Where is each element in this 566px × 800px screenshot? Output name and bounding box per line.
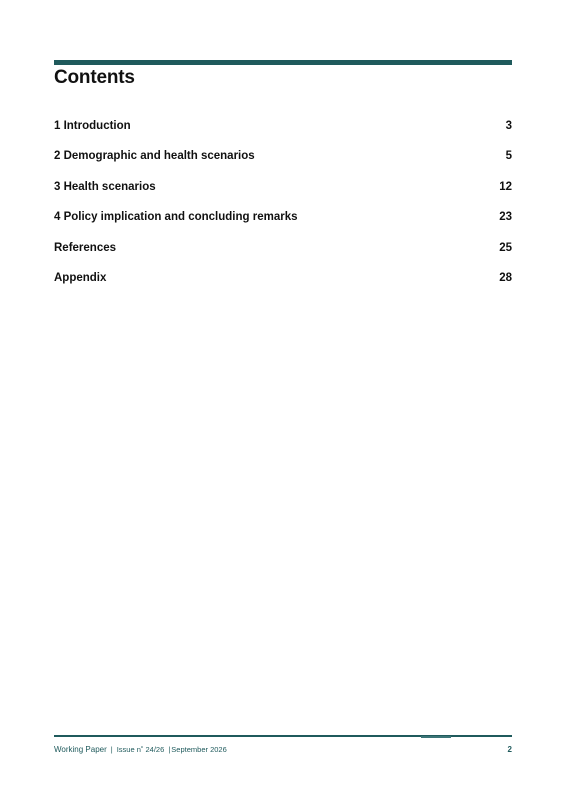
footer-issue: Issue n˚ 24/26 bbox=[116, 745, 165, 754]
page-footer bbox=[54, 745, 512, 754]
footer-rule-accent bbox=[421, 736, 451, 738]
toc-entry-page: 28 bbox=[499, 271, 512, 284]
toc-entry-label: 3 Health scenarios bbox=[54, 180, 156, 193]
footer-date: September 2026 bbox=[171, 745, 227, 754]
toc-entry-page: 3 bbox=[505, 120, 512, 132]
footer-page-number: 2 bbox=[507, 745, 512, 754]
top-rule bbox=[54, 60, 512, 65]
page-title: Contents bbox=[54, 67, 135, 88]
footer-working-paper: Working Paper bbox=[54, 745, 107, 754]
toc-entry-references[interactable] bbox=[54, 240, 512, 270]
toc-entry-label: 4 Policy implication and concluding remarks bbox=[54, 211, 298, 224]
toc-entry-page: 5 bbox=[505, 150, 512, 163]
toc-entry-label: 2 Demographic and health scenarios bbox=[54, 150, 255, 163]
toc-entry-label: Appendix bbox=[54, 271, 107, 284]
footer-separator: | bbox=[110, 745, 113, 754]
footer-publication-info bbox=[54, 745, 227, 754]
toc-entry-page: 23 bbox=[499, 211, 512, 224]
toc-entry-label: References bbox=[54, 241, 117, 254]
toc-entry-policy-implication[interactable] bbox=[54, 209, 512, 239]
toc-entry-health-scenarios[interactable] bbox=[54, 179, 512, 209]
toc-entry-label: 1 Introduction bbox=[54, 120, 131, 132]
footer-date-separator: | bbox=[168, 745, 171, 754]
toc-entry-demographic-health-scenarios[interactable] bbox=[54, 148, 512, 178]
toc-entry-appendix[interactable] bbox=[54, 270, 512, 300]
table-of-contents bbox=[54, 118, 512, 300]
toc-entry-introduction[interactable] bbox=[54, 118, 512, 148]
toc-entry-page: 25 bbox=[499, 241, 512, 254]
toc-entry-page: 12 bbox=[499, 180, 512, 193]
